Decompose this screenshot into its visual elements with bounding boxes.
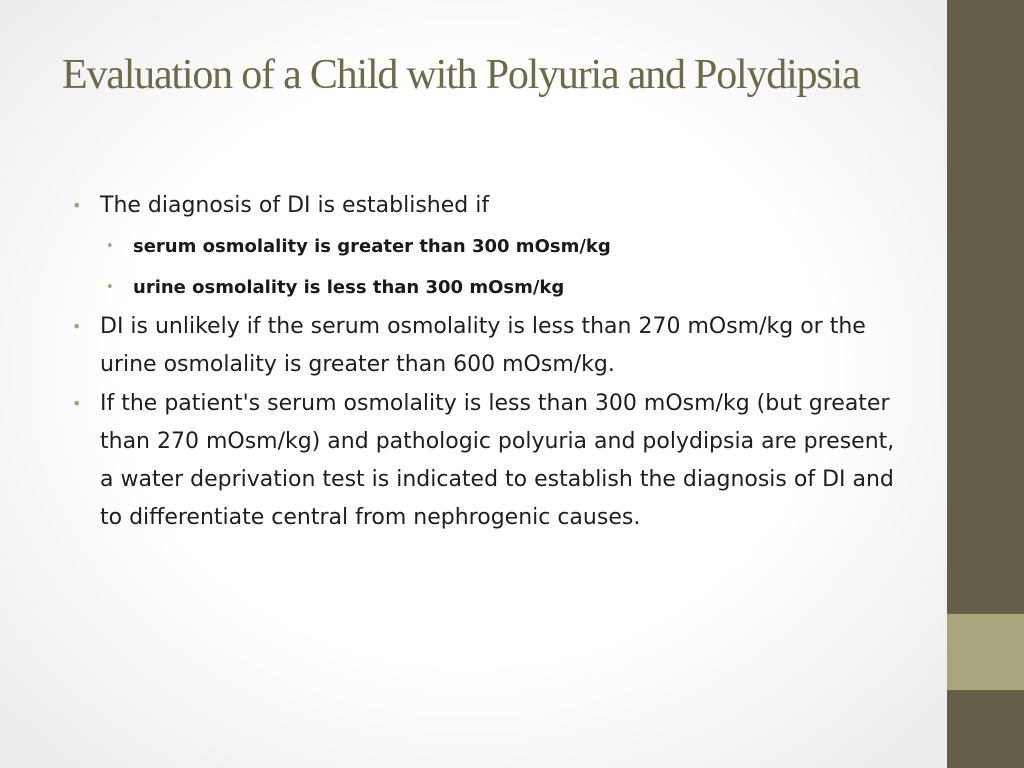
sidebar-accent-block — [947, 614, 1024, 690]
bullet-text: The diagnosis of DI is established if — [100, 193, 490, 218]
bullet-item — [72, 187, 902, 225]
bullet-text: DI is unlikely if the serum osmolality is less than 270 mOsm/kg or the urine osmolality is greater than 600 mOsm/kg. — [100, 314, 866, 377]
bullet-dot-icon: • — [106, 239, 114, 254]
bullet-text: If the patient's serum osmolality is less than 300 mOsm/kg (but greater than 270 mOsm/kg) and pathologic polyuria and polydipsia are present, a water deprivation test is indicated to establish the diagnosis of DI and to differentiate central from nephrogenic causes. — [100, 391, 895, 530]
bullet-item — [72, 385, 902, 537]
bullet-dot-icon: • — [106, 280, 114, 295]
bullet-dot-icon: • — [72, 196, 82, 215]
bullet-dot-icon: • — [72, 394, 82, 413]
slide-content — [72, 187, 902, 538]
slide-title: Evaluation of a Child with Polyuria and Polydipsia — [62, 52, 860, 98]
sub-bullet-item — [106, 267, 902, 308]
sub-bullet-text: serum osmolality is greater than 300 mOsm/kg — [133, 236, 611, 257]
bullet-dot-icon: • — [72, 317, 82, 336]
bullet-item — [72, 308, 902, 384]
sub-bullet-text: urine osmolality is less than 300 mOsm/kg — [133, 277, 565, 298]
sub-bullet-item — [106, 226, 902, 267]
